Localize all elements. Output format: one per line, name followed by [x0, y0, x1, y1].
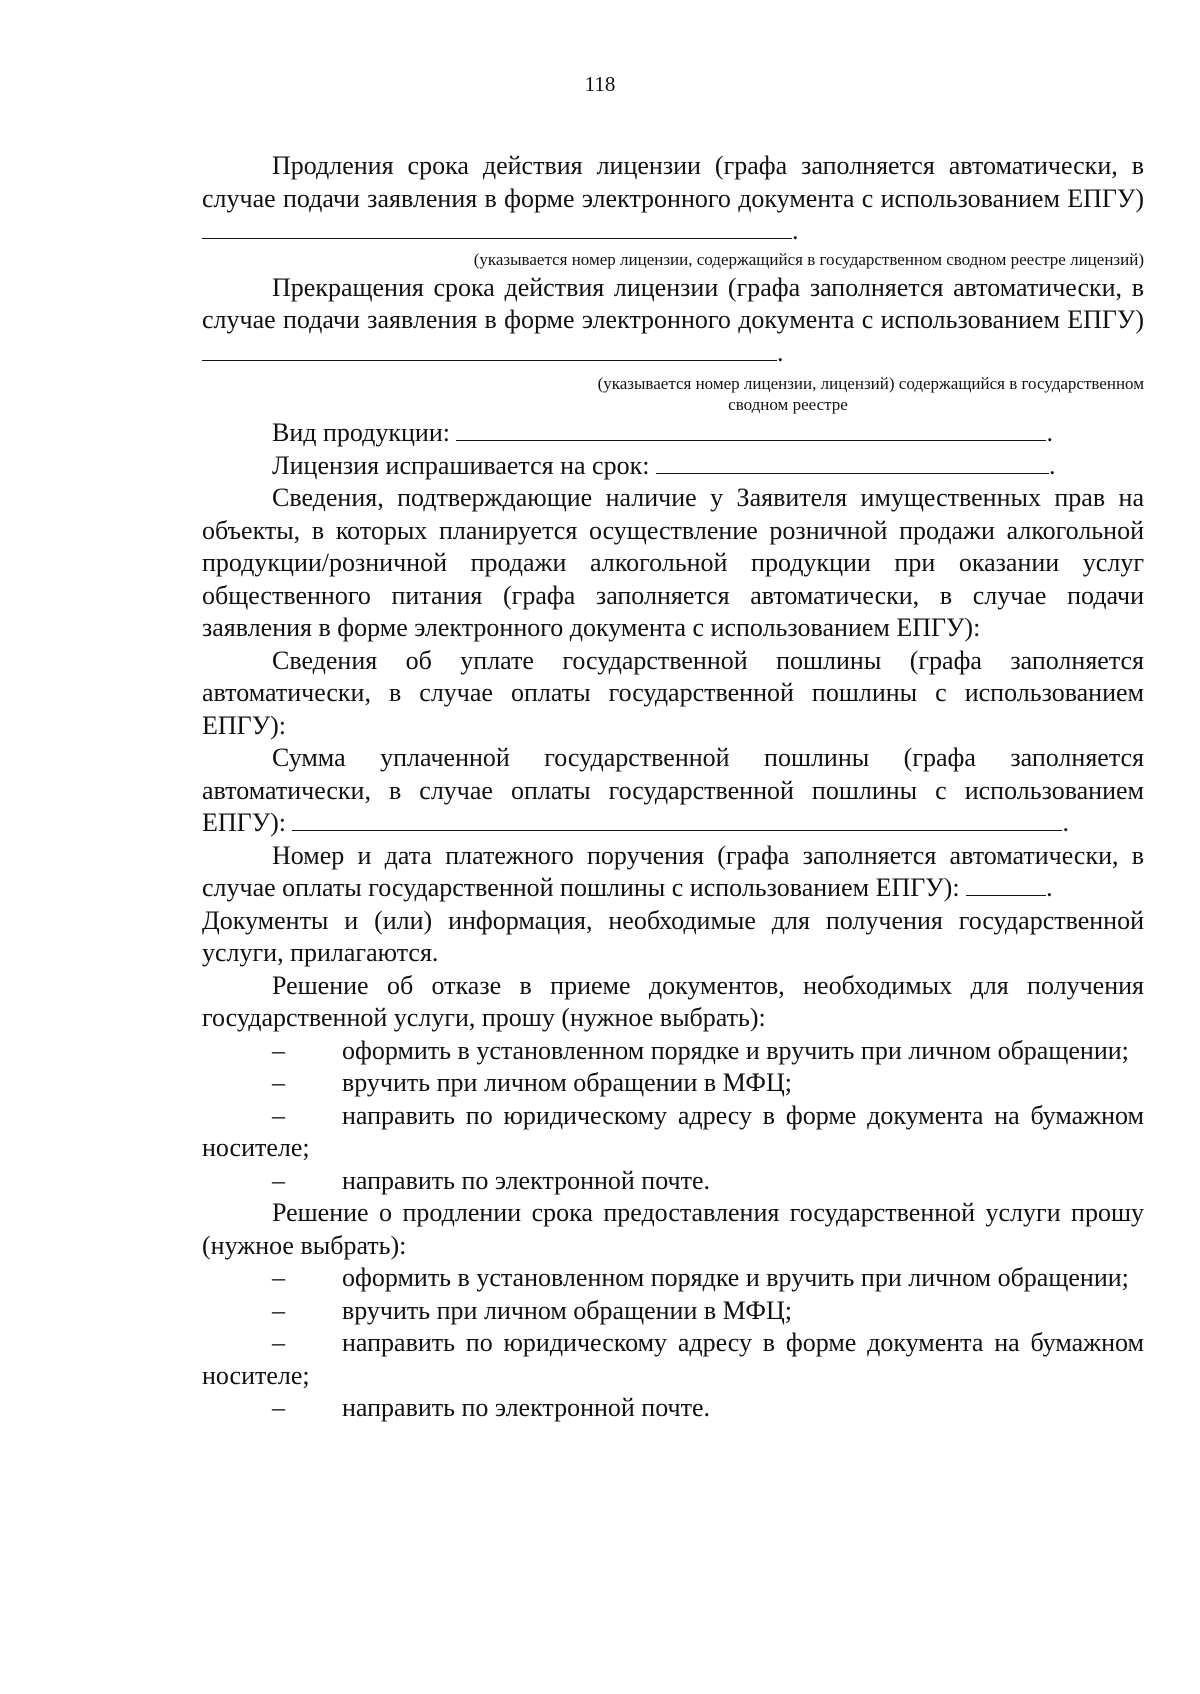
- product-type-field[interactable]: [456, 418, 1046, 441]
- extension-text: Продления срока действия лицензии (графа заполняется автоматически, в случае подачи заявления в форме электронного документа с использованием ЕПГУ): [202, 151, 1144, 213]
- period: .: [1048, 450, 1056, 480]
- prolongation-option[interactable]: [202, 1262, 1144, 1295]
- period: .: [1046, 418, 1053, 447]
- option-text: вручить при личном обращении в МФЦ;: [342, 1068, 792, 1097]
- termination-license-number-field[interactable]: [202, 338, 777, 361]
- extension-note: (указывается номер лицензии, содержащийся в государственном сводном реестре лицензий): [473, 249, 1144, 269]
- refusal-option[interactable]: [202, 1100, 1144, 1165]
- refusal-option[interactable]: [202, 1165, 1144, 1198]
- dash-bullet: –: [272, 1393, 285, 1422]
- option-text: направить по электронной почте.: [342, 1165, 711, 1195]
- product-type-label: Вид продукции:: [272, 418, 450, 447]
- extension-paragraph: [202, 150, 1144, 248]
- prolongation-paragraph: Решение о продлении срока предоставления государственной услуги прошу (нужное выбрать):: [202, 1198, 1144, 1260]
- option-text: направить по электронной почте.: [342, 1393, 711, 1422]
- refusal-option[interactable]: [202, 1067, 1144, 1100]
- option-text: оформить в установленном порядке и вручить при личном обращении;: [342, 1035, 1129, 1065]
- fee-amount-text: Сумма уплаченной государственной пошлины (графа заполняется автоматически, в случае оплаты государственной пошлины с использованием ЕПГУ):: [202, 743, 1144, 837]
- payment-order-text: Номер и дата платежного поручения (графа заполняется автоматически, в случае оплаты государственной пошлины с использованием ЕПГУ):: [202, 840, 1144, 902]
- fee-info-paragraph: Сведения об уплате государственной пошлины (графа заполняется автоматически, в случае оплаты государственной пошлины с использованием ЕПГУ):: [202, 645, 1144, 740]
- attachments-paragraph: Документы и (или) информация, необходимые для получения государственной услуги, прилагаются.: [202, 905, 1144, 967]
- option-text: вручить при личном обращении в МФЦ;: [342, 1295, 792, 1325]
- dash-bullet: –: [272, 1328, 285, 1357]
- dash-bullet: –: [272, 1035, 285, 1065]
- dash-bullet: –: [272, 1100, 285, 1130]
- option-text: направить по юридическому адресу в форме документа на бумажном носителе;: [202, 1100, 1144, 1162]
- dash-bullet: –: [272, 1263, 285, 1292]
- period: .: [777, 337, 784, 367]
- period: .: [1046, 873, 1053, 902]
- termination-note-line1: (указывается номер лицензии, лицензий) содержащийся в государственном: [597, 374, 1144, 393]
- termination-text: Прекращения срока действия лицензии (графа заполняется автоматически, в случае подачи заявления в форме электронного документа с использованием ЕПГУ): [202, 272, 1144, 334]
- dash-bullet: –: [272, 1295, 285, 1325]
- refusal-option[interactable]: [202, 1035, 1144, 1068]
- termination-note-line2: сводном реестре: [728, 395, 848, 414]
- page-number: 118: [584, 72, 616, 96]
- period: .: [1062, 808, 1069, 837]
- payment-order-paragraph: [202, 840, 1144, 905]
- prolongation-option[interactable]: [202, 1392, 1144, 1425]
- fee-amount-paragraph: [202, 742, 1144, 840]
- payment-order-field[interactable]: [966, 873, 1046, 896]
- extension-license-number-field[interactable]: [202, 216, 792, 239]
- period: .: [792, 216, 799, 245]
- option-text: оформить в установленном порядке и вручить при личном обращении;: [342, 1263, 1129, 1292]
- license-term-row: [202, 450, 1144, 483]
- license-term-field[interactable]: [656, 451, 1049, 474]
- dash-bullet: –: [272, 1165, 285, 1195]
- license-term-label: Лицензия испрашивается на срок:: [272, 450, 650, 480]
- document-body: [202, 150, 1144, 1425]
- prolongation-option[interactable]: [202, 1327, 1144, 1392]
- dash-bullet: –: [272, 1068, 285, 1097]
- fee-amount-field[interactable]: [292, 808, 1062, 831]
- termination-note: [202, 373, 1144, 415]
- termination-paragraph: [202, 272, 1144, 370]
- product-type-row: [202, 417, 1144, 450]
- refusal-paragraph: Решение об отказе в приеме документов, необходимых для получения государственной услуги, прошу (нужное выбрать):: [202, 970, 1144, 1032]
- property-rights-paragraph: Сведения, подтверждающие наличие у Заявителя имущественных прав на объекты, в которых планируется осуществление розничной продажи алкогольной продукции/розничной продажи алкогольной продукции при оказании услуг общественного питания (графа заполняется автоматически, в случае подачи заявления в форме электронного документа с использованием ЕПГУ):: [202, 483, 1144, 642]
- prolongation-option[interactable]: [202, 1295, 1144, 1328]
- option-text: направить по юридическому адресу в форме документа на бумажном носителе;: [202, 1328, 1144, 1390]
